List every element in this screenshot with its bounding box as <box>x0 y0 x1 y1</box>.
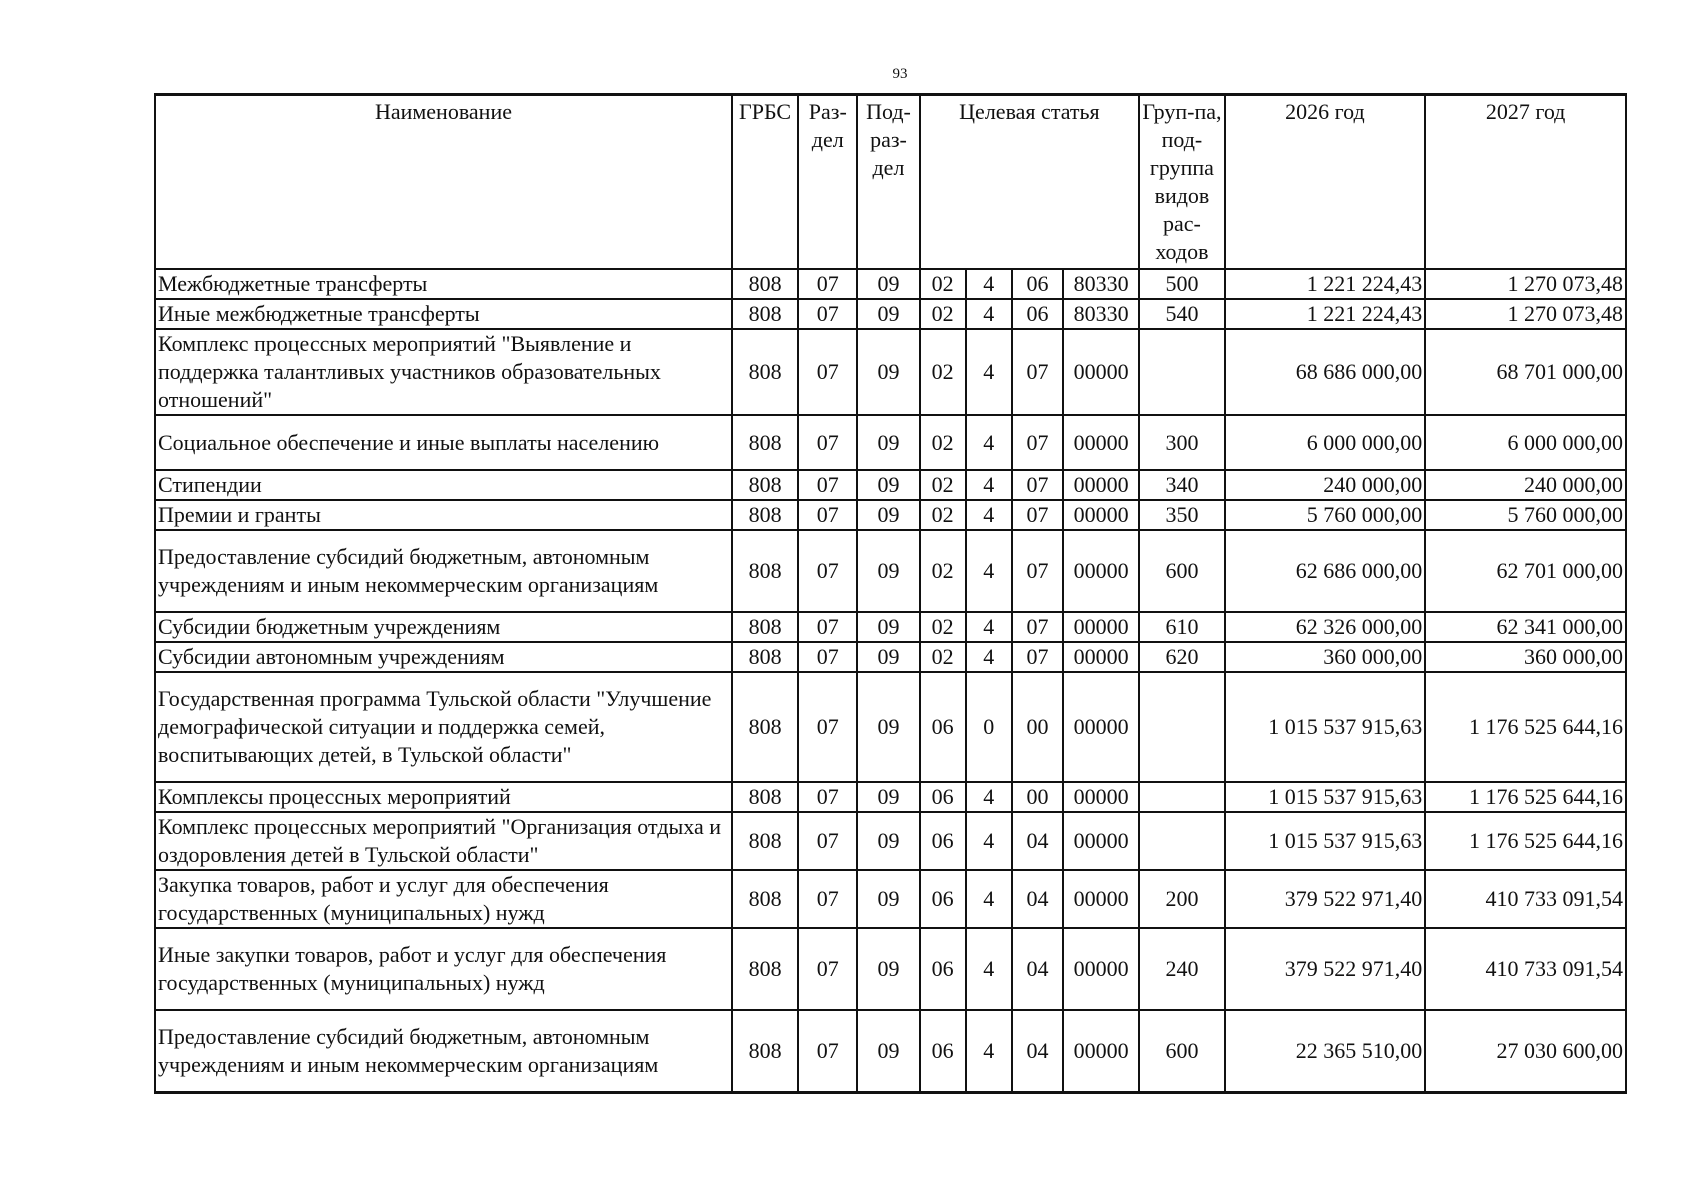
cell-group <box>1139 329 1224 415</box>
cell-target-program: 02 <box>920 612 966 642</box>
cell-target-direction: 00000 <box>1063 1010 1139 1092</box>
cell-target-program: 06 <box>920 928 966 1010</box>
table-row <box>155 329 1626 415</box>
cell-group: 620 <box>1139 642 1224 672</box>
cell-group: 240 <box>1139 928 1224 1010</box>
cell-grbs: 808 <box>732 1010 798 1092</box>
cell-razdel: 07 <box>798 642 857 672</box>
cell-target-direction: 00000 <box>1063 928 1139 1010</box>
cell-2027: 62 341 000,00 <box>1425 612 1626 642</box>
cell-group: 610 <box>1139 612 1224 642</box>
cell-name: Комплексы процессных мероприятий <box>155 782 732 812</box>
cell-target-type: 0 <box>966 672 1012 782</box>
cell-target-program: 02 <box>920 415 966 470</box>
cell-grbs: 808 <box>732 329 798 415</box>
cell-podrazdel: 09 <box>857 299 919 329</box>
cell-grbs: 808 <box>732 782 798 812</box>
cell-grbs: 808 <box>732 269 798 299</box>
header-podrazdel: Под-раз-дел <box>857 95 919 270</box>
cell-2026: 1 221 224,43 <box>1225 269 1426 299</box>
cell-target-direction: 00000 <box>1063 500 1139 530</box>
cell-2027: 6 000 000,00 <box>1425 415 1626 470</box>
cell-target-direction: 00000 <box>1063 672 1139 782</box>
cell-grbs: 808 <box>732 672 798 782</box>
cell-target-direction: 80330 <box>1063 299 1139 329</box>
budget-table <box>154 93 1627 1094</box>
cell-2027: 1 176 525 644,16 <box>1425 782 1626 812</box>
cell-2026: 360 000,00 <box>1225 642 1426 672</box>
cell-group <box>1139 672 1224 782</box>
cell-target-program: 06 <box>920 1010 966 1092</box>
cell-target-type: 4 <box>966 642 1012 672</box>
cell-name: Премии и гранты <box>155 500 732 530</box>
cell-target-type: 4 <box>966 530 1012 612</box>
cell-group <box>1139 812 1224 870</box>
cell-2027: 5 760 000,00 <box>1425 500 1626 530</box>
cell-name: Комплекс процессных мероприятий "Выявление и поддержка талантливых участников образовательных отношений" <box>155 329 732 415</box>
cell-target-program: 02 <box>920 470 966 500</box>
cell-grbs: 808 <box>732 812 798 870</box>
cell-target-sub: 00 <box>1012 672 1063 782</box>
cell-target-type: 4 <box>966 612 1012 642</box>
cell-target-direction: 00000 <box>1063 812 1139 870</box>
cell-target-program: 06 <box>920 672 966 782</box>
cell-podrazdel: 09 <box>857 672 919 782</box>
cell-podrazdel: 09 <box>857 530 919 612</box>
cell-group: 600 <box>1139 530 1224 612</box>
cell-target-direction: 80330 <box>1063 269 1139 299</box>
cell-target-program: 02 <box>920 269 966 299</box>
cell-2026: 1 015 537 915,63 <box>1225 812 1426 870</box>
table-row <box>155 415 1626 470</box>
header-2026: 2026 год <box>1225 95 1426 270</box>
cell-target-program: 02 <box>920 329 966 415</box>
cell-target-sub: 04 <box>1012 812 1063 870</box>
cell-target-direction: 00000 <box>1063 415 1139 470</box>
cell-target-program: 02 <box>920 500 966 530</box>
cell-podrazdel: 09 <box>857 812 919 870</box>
cell-target-sub: 07 <box>1012 500 1063 530</box>
cell-razdel: 07 <box>798 500 857 530</box>
table-row <box>155 500 1626 530</box>
cell-2027: 1 176 525 644,16 <box>1425 672 1626 782</box>
cell-razdel: 07 <box>798 870 857 928</box>
cell-2027: 1 270 073,48 <box>1425 299 1626 329</box>
cell-target-sub: 04 <box>1012 1010 1063 1092</box>
table-row <box>155 928 1626 1010</box>
cell-target-direction: 00000 <box>1063 612 1139 642</box>
cell-target-sub: 07 <box>1012 612 1063 642</box>
cell-2026: 22 365 510,00 <box>1225 1010 1426 1092</box>
cell-target-program: 02 <box>920 299 966 329</box>
cell-podrazdel: 09 <box>857 415 919 470</box>
cell-razdel: 07 <box>798 530 857 612</box>
cell-target-program: 02 <box>920 530 966 612</box>
cell-target-program: 06 <box>920 870 966 928</box>
table-row <box>155 812 1626 870</box>
cell-razdel: 07 <box>798 299 857 329</box>
cell-target-sub: 04 <box>1012 870 1063 928</box>
cell-2026: 6 000 000,00 <box>1225 415 1426 470</box>
cell-name: Межбюджетные трансферты <box>155 269 732 299</box>
header-row <box>155 95 1626 270</box>
cell-grbs: 808 <box>732 642 798 672</box>
cell-grbs: 808 <box>732 530 798 612</box>
cell-podrazdel: 09 <box>857 269 919 299</box>
cell-target-direction: 00000 <box>1063 870 1139 928</box>
cell-group <box>1139 782 1224 812</box>
cell-2026: 1 015 537 915,63 <box>1225 672 1426 782</box>
cell-target-sub: 07 <box>1012 530 1063 612</box>
cell-target-direction: 00000 <box>1063 642 1139 672</box>
cell-razdel: 07 <box>798 1010 857 1092</box>
cell-2027: 360 000,00 <box>1425 642 1626 672</box>
header-2027: 2027 год <box>1425 95 1626 270</box>
table-row <box>155 672 1626 782</box>
cell-target-type: 4 <box>966 500 1012 530</box>
table-row <box>155 470 1626 500</box>
cell-grbs: 808 <box>732 870 798 928</box>
cell-2026: 379 522 971,40 <box>1225 870 1426 928</box>
cell-grbs: 808 <box>732 612 798 642</box>
cell-2027: 240 000,00 <box>1425 470 1626 500</box>
header-group: Груп-па, под-группа видов рас-ходов <box>1139 95 1224 270</box>
header-razdel: Раз-дел <box>798 95 857 270</box>
cell-target-program: 02 <box>920 642 966 672</box>
cell-name: Субсидии бюджетным учреждениям <box>155 612 732 642</box>
cell-target-sub: 06 <box>1012 269 1063 299</box>
header-name: Наименование <box>155 95 732 270</box>
cell-podrazdel: 09 <box>857 1010 919 1092</box>
cell-target-sub: 07 <box>1012 642 1063 672</box>
cell-razdel: 07 <box>798 470 857 500</box>
cell-grbs: 808 <box>732 470 798 500</box>
cell-2027: 1 176 525 644,16 <box>1425 812 1626 870</box>
cell-grbs: 808 <box>732 500 798 530</box>
cell-target-sub: 07 <box>1012 329 1063 415</box>
cell-group: 350 <box>1139 500 1224 530</box>
cell-podrazdel: 09 <box>857 500 919 530</box>
cell-name: Закупка товаров, работ и услуг для обеспечения государственных (муниципальных) нужд <box>155 870 732 928</box>
cell-target-type: 4 <box>966 299 1012 329</box>
cell-2026: 1 015 537 915,63 <box>1225 782 1426 812</box>
cell-group: 300 <box>1139 415 1224 470</box>
cell-target-sub: 04 <box>1012 928 1063 1010</box>
cell-razdel: 07 <box>798 329 857 415</box>
cell-target-type: 4 <box>966 928 1012 1010</box>
table-row <box>155 870 1626 928</box>
cell-group: 600 <box>1139 1010 1224 1092</box>
cell-name: Субсидии автономным учреждениям <box>155 642 732 672</box>
header-grbs: ГРБС <box>732 95 798 270</box>
cell-name: Иные межбюджетные трансферты <box>155 299 732 329</box>
cell-podrazdel: 09 <box>857 642 919 672</box>
cell-target-type: 4 <box>966 269 1012 299</box>
table-row <box>155 299 1626 329</box>
header-target: Целевая статья <box>920 95 1140 270</box>
cell-target-sub: 00 <box>1012 782 1063 812</box>
cell-grbs: 808 <box>732 928 798 1010</box>
cell-target-type: 4 <box>966 870 1012 928</box>
table-row <box>155 782 1626 812</box>
cell-2026: 62 686 000,00 <box>1225 530 1426 612</box>
cell-razdel: 07 <box>798 928 857 1010</box>
cell-2027: 410 733 091,54 <box>1425 870 1626 928</box>
table-row <box>155 642 1626 672</box>
cell-name: Предоставление субсидий бюджетным, автономным учреждениям и иным некоммерческим организациям <box>155 530 732 612</box>
table-row <box>155 269 1626 299</box>
cell-group: 340 <box>1139 470 1224 500</box>
cell-target-direction: 00000 <box>1063 782 1139 812</box>
cell-podrazdel: 09 <box>857 782 919 812</box>
cell-target-type: 4 <box>966 1010 1012 1092</box>
cell-podrazdel: 09 <box>857 470 919 500</box>
cell-target-direction: 00000 <box>1063 329 1139 415</box>
cell-group: 200 <box>1139 870 1224 928</box>
table-row <box>155 612 1626 642</box>
table-row <box>155 530 1626 612</box>
cell-name: Иные закупки товаров, работ и услуг для обеспечения государственных (муниципальных) нужд <box>155 928 732 1010</box>
cell-2026: 68 686 000,00 <box>1225 329 1426 415</box>
cell-podrazdel: 09 <box>857 329 919 415</box>
cell-razdel: 07 <box>798 612 857 642</box>
cell-target-program: 06 <box>920 782 966 812</box>
table-body <box>155 269 1626 1092</box>
cell-name: Комплекс процессных мероприятий "Организация отдыха и оздоровления детей в Тульской области" <box>155 812 732 870</box>
cell-name: Предоставление субсидий бюджетным, автономным учреждениям и иным некоммерческим организациям <box>155 1010 732 1092</box>
cell-target-type: 4 <box>966 782 1012 812</box>
cell-name: Стипендии <box>155 470 732 500</box>
cell-target-sub: 07 <box>1012 415 1063 470</box>
cell-razdel: 07 <box>798 782 857 812</box>
cell-grbs: 808 <box>732 299 798 329</box>
cell-2026: 62 326 000,00 <box>1225 612 1426 642</box>
table-row <box>155 1010 1626 1092</box>
cell-target-type: 4 <box>966 415 1012 470</box>
cell-target-type: 4 <box>966 470 1012 500</box>
cell-target-sub: 07 <box>1012 470 1063 500</box>
cell-podrazdel: 09 <box>857 928 919 1010</box>
cell-2026: 240 000,00 <box>1225 470 1426 500</box>
cell-target-type: 4 <box>966 329 1012 415</box>
cell-group: 500 <box>1139 269 1224 299</box>
cell-target-direction: 00000 <box>1063 530 1139 612</box>
cell-podrazdel: 09 <box>857 612 919 642</box>
cell-razdel: 07 <box>798 269 857 299</box>
cell-2026: 5 760 000,00 <box>1225 500 1426 530</box>
cell-2027: 62 701 000,00 <box>1425 530 1626 612</box>
cell-grbs: 808 <box>732 415 798 470</box>
cell-razdel: 07 <box>798 415 857 470</box>
cell-razdel: 07 <box>798 812 857 870</box>
cell-target-sub: 06 <box>1012 299 1063 329</box>
cell-name: Социальное обеспечение и иные выплаты населению <box>155 415 732 470</box>
cell-podrazdel: 09 <box>857 870 919 928</box>
cell-razdel: 07 <box>798 672 857 782</box>
cell-name: Государственная программа Тульской области "Улучшение демографической ситуации и поддержка семей, воспитывающих детей, в Тульской области" <box>155 672 732 782</box>
cell-2026: 379 522 971,40 <box>1225 928 1426 1010</box>
cell-target-program: 06 <box>920 812 966 870</box>
cell-target-direction: 00000 <box>1063 470 1139 500</box>
cell-2026: 1 221 224,43 <box>1225 299 1426 329</box>
page-number: 93 <box>892 66 908 82</box>
cell-2027: 68 701 000,00 <box>1425 329 1626 415</box>
cell-target-type: 4 <box>966 812 1012 870</box>
cell-2027: 410 733 091,54 <box>1425 928 1626 1010</box>
cell-group: 540 <box>1139 299 1224 329</box>
cell-2027: 1 270 073,48 <box>1425 269 1626 299</box>
cell-2027: 27 030 600,00 <box>1425 1010 1626 1092</box>
